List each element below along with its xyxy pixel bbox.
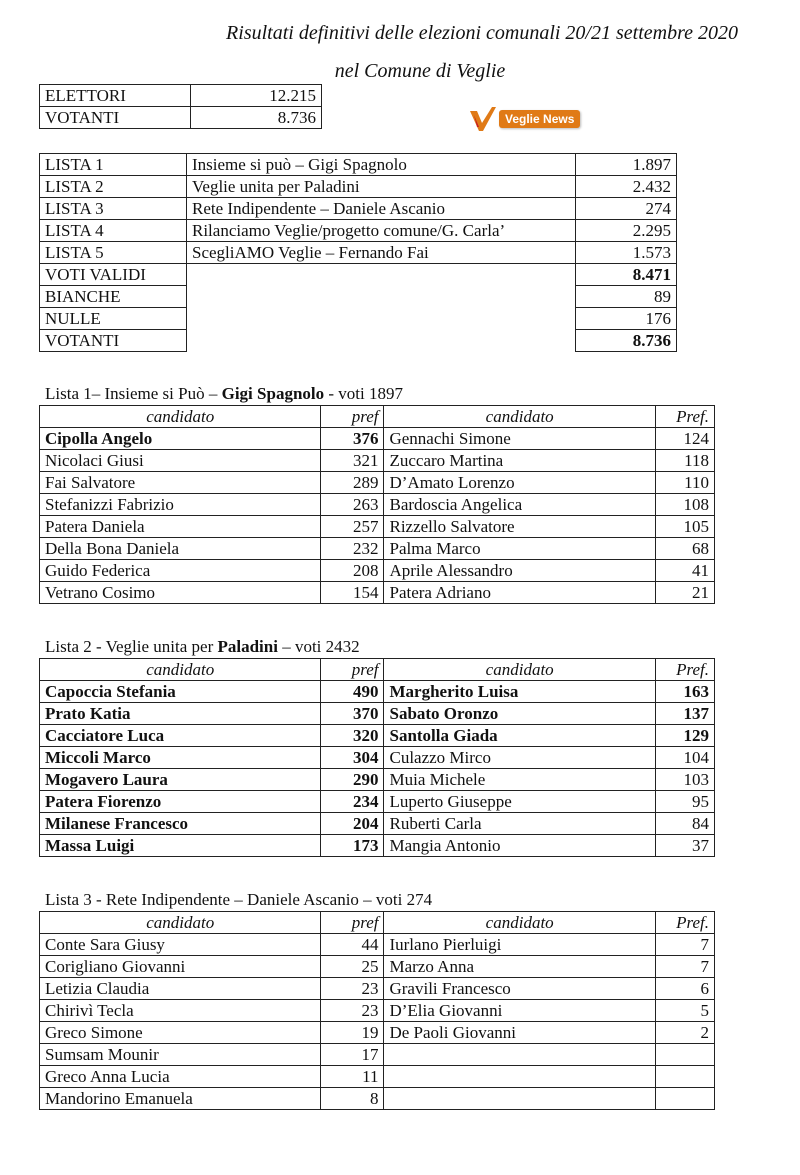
candidate-preferences: 376 [321,428,384,450]
candidate-preferences: 44 [321,934,384,956]
candidate-row [40,1044,715,1066]
candidate-preferences: 154 [321,582,384,604]
candidate-row [40,516,715,538]
list-votes: 2.432 [576,176,677,198]
candidate-name: Vetrano Cosimo [40,582,321,604]
candidate-name: Sabato Oronzo [384,703,655,725]
candidates-header-row [40,406,715,428]
column-header: pref [321,659,384,681]
list-votes: 274 [576,198,677,220]
candidate-name: Zuccaro Martina [384,450,655,472]
column-header: candidato [384,659,655,681]
candidate-name: Margherito Luisa [384,681,655,703]
candidate-preferences: 173 [321,835,384,857]
document-subtitle: nel Comune di Veglie [334,60,506,82]
candidate-name: Sumsam Mounir [40,1044,321,1066]
totals-gap [187,286,576,308]
candidate-preferences: 68 [655,538,714,560]
candidate-row [40,769,715,791]
candidate-preferences: 23 [321,978,384,1000]
candidate-preferences: 204 [321,813,384,835]
candidate-row [40,934,715,956]
candidate-name: Marzo Anna [384,956,655,978]
candidate-name: Letizia Claudia [40,978,321,1000]
list-row [40,176,677,198]
candidate-name [384,1066,655,1088]
candidate-preferences: 163 [655,681,714,703]
candidates-table-lista-3 [39,911,715,1110]
candidate-name: Fai Salvatore [40,472,321,494]
totals-value: 8.736 [576,330,677,352]
list-row [40,154,677,176]
candidate-name [384,1088,655,1110]
totals-value: 8.471 [576,264,677,286]
totals-label: NULLE [40,308,187,330]
document-title: Risultati definitivi delle elezioni comunali 20/21 settembre 2020 [226,22,738,44]
candidate-name: Muia Michele [384,769,655,791]
candidate-name: Patera Daniela [40,516,321,538]
candidate-preferences: 257 [321,516,384,538]
candidate-preferences: 108 [655,494,714,516]
candidate-preferences: 11 [321,1066,384,1088]
candidate-name: Aprile Alessandro [384,560,655,582]
column-header: Pref. [655,659,714,681]
candidate-preferences: 6 [655,978,714,1000]
candidate-preferences: 84 [655,813,714,835]
candidate-preferences: 129 [655,725,714,747]
candidate-row [40,1022,715,1044]
totals-row [40,264,677,286]
candidate-preferences: 21 [655,582,714,604]
candidate-row [40,1088,715,1110]
candidate-preferences: 124 [655,428,714,450]
candidate-name: Iurlano Pierluigi [384,934,655,956]
candidate-preferences: 8 [321,1088,384,1110]
candidate-preferences: 19 [321,1022,384,1044]
candidate-preferences: 490 [321,681,384,703]
candidate-preferences: 7 [655,956,714,978]
candidate-preferences: 208 [321,560,384,582]
candidate-row [40,582,715,604]
candidate-preferences: 41 [655,560,714,582]
list-name: Veglie unita per Paladini [187,176,576,198]
candidate-row [40,978,715,1000]
candidate-name: De Paoli Giovanni [384,1022,655,1044]
candidate-name: Mogavero Laura [40,769,321,791]
candidate-preferences: 232 [321,538,384,560]
candidate-name: Ruberti Carla [384,813,655,835]
candidate-preferences: 37 [655,835,714,857]
candidate-name: Miccoli Marco [40,747,321,769]
totals-value: 89 [576,286,677,308]
candidate-name: Stefanizzi Fabrizio [40,494,321,516]
stats-row [40,107,322,129]
stats-label: VOTANTI [40,107,191,129]
candidate-preferences: 370 [321,703,384,725]
candidate-name: Guido Federica [40,560,321,582]
totals-gap [187,308,576,330]
candidates-header-row [40,912,715,934]
candidate-preferences: 290 [321,769,384,791]
list-votes: 2.295 [576,220,677,242]
column-header: candidato [384,406,655,428]
list-code: LISTA 2 [40,176,187,198]
candidate-name: D’Elia Giovanni [384,1000,655,1022]
candidate-name: Mangia Antonio [384,835,655,857]
candidate-preferences: 23 [321,1000,384,1022]
totals-gap [187,264,576,286]
candidate-name: Greco Anna Lucia [40,1066,321,1088]
candidate-name: Cacciatore Luca [40,725,321,747]
candidate-row [40,1066,715,1088]
totals-label: VOTANTI [40,330,187,352]
totals-row [40,330,677,352]
candidate-preferences [655,1088,714,1110]
lists-results-table [39,153,677,352]
candidate-preferences: 7 [655,934,714,956]
column-header: candidato [384,912,655,934]
candidate-name: Conte Sara Giusy [40,934,321,956]
column-header: pref [321,406,384,428]
list-row [40,242,677,264]
candidate-name: D’Amato Lorenzo [384,472,655,494]
totals-row [40,286,677,308]
candidate-name: Cipolla Angelo [40,428,321,450]
candidate-row [40,956,715,978]
candidate-name: Bardoscia Angelica [384,494,655,516]
candidate-name: Mandorino Emanuela [40,1088,321,1110]
candidate-preferences: 234 [321,791,384,813]
totals-label: BIANCHE [40,286,187,308]
candidate-preferences [655,1066,714,1088]
column-header: Pref. [655,912,714,934]
candidate-preferences: 17 [321,1044,384,1066]
candidate-name: Prato Katia [40,703,321,725]
candidate-preferences: 105 [655,516,714,538]
candidate-preferences: 320 [321,725,384,747]
list-code: LISTA 3 [40,198,187,220]
candidate-preferences: 103 [655,769,714,791]
stats-value: 12.215 [191,85,322,107]
candidate-row [40,725,715,747]
list-name: Insieme si può – Gigi Spagnolo [187,154,576,176]
candidate-name: Palma Marco [384,538,655,560]
candidate-name: Massa Luigi [40,835,321,857]
list-code: LISTA 1 [40,154,187,176]
veglie-news-logo [468,104,596,134]
candidate-row [40,494,715,516]
column-header: candidato [40,912,321,934]
candidate-row [40,1000,715,1022]
candidate-preferences: 104 [655,747,714,769]
candidate-preferences: 5 [655,1000,714,1022]
candidate-name [384,1044,655,1066]
list-name: ScegliAMO Veglie – Fernando Fai [187,242,576,264]
list-row [40,220,677,242]
list-votes: 1.573 [576,242,677,264]
list-name: Rete Indipendente – Daniele Ascanio [187,198,576,220]
candidate-row [40,450,715,472]
candidate-name: Gravili Francesco [384,978,655,1000]
candidate-name: Greco Simone [40,1022,321,1044]
totals-label: VOTI VALIDI [40,264,187,286]
candidate-preferences: 110 [655,472,714,494]
column-header: candidato [40,406,321,428]
candidate-name: Patera Fiorenzo [40,791,321,813]
candidate-row [40,538,715,560]
candidate-preferences: 321 [321,450,384,472]
candidate-row [40,835,715,857]
candidate-row [40,703,715,725]
stats-row [40,85,322,107]
section-title-lista-1: Lista 1– Insieme si Può – Gigi Spagnolo - voti 1897 [45,384,403,403]
candidate-preferences: 95 [655,791,714,813]
totals-row [40,308,677,330]
candidate-name: Corigliano Giovanni [40,956,321,978]
candidate-preferences: 2 [655,1022,714,1044]
column-header: candidato [40,659,321,681]
list-row [40,198,677,220]
candidate-preferences: 118 [655,450,714,472]
candidate-row [40,472,715,494]
candidate-name: Della Bona Daniela [40,538,321,560]
candidate-name: Nicolaci Giusi [40,450,321,472]
column-header: pref [321,912,384,934]
candidate-name: Rizzello Salvatore [384,516,655,538]
list-name: Rilanciamo Veglie/progetto comune/G. Carla’ [187,220,576,242]
candidate-row [40,560,715,582]
candidate-name: Gennachi Simone [384,428,655,450]
candidate-name: Capoccia Stefania [40,681,321,703]
totals-value: 176 [576,308,677,330]
candidate-row [40,791,715,813]
list-code: LISTA 5 [40,242,187,264]
logo-text: Veglie News [499,110,580,128]
candidate-preferences: 137 [655,703,714,725]
candidate-preferences [655,1044,714,1066]
candidate-name: Patera Adriano [384,582,655,604]
logo-mark-icon [468,105,498,133]
candidate-preferences: 289 [321,472,384,494]
voters-table [39,84,322,129]
candidate-row [40,813,715,835]
candidates-table-lista-1 [39,405,715,604]
candidate-name: Luperto Giuseppe [384,791,655,813]
candidates-table-lista-2 [39,658,715,857]
candidate-preferences: 263 [321,494,384,516]
stats-value: 8.736 [191,107,322,129]
candidate-preferences: 25 [321,956,384,978]
list-votes: 1.897 [576,154,677,176]
column-header: Pref. [655,406,714,428]
section-title-lista-2: Lista 2 - Veglie unita per Paladini – voti 2432 [45,637,360,656]
candidate-name: Santolla Giada [384,725,655,747]
section-title-lista-3: Lista 3 - Rete Indipendente – Daniele Ascanio – voti 274 [45,890,433,909]
candidate-row [40,747,715,769]
stats-label: ELETTORI [40,85,191,107]
candidate-row [40,428,715,450]
totals-gap [187,330,576,352]
candidate-preferences: 304 [321,747,384,769]
candidate-name: Milanese Francesco [40,813,321,835]
candidates-header-row [40,659,715,681]
candidate-name: Chirivì Tecla [40,1000,321,1022]
candidate-row [40,681,715,703]
list-code: LISTA 4 [40,220,187,242]
candidate-name: Culazzo Mirco [384,747,655,769]
